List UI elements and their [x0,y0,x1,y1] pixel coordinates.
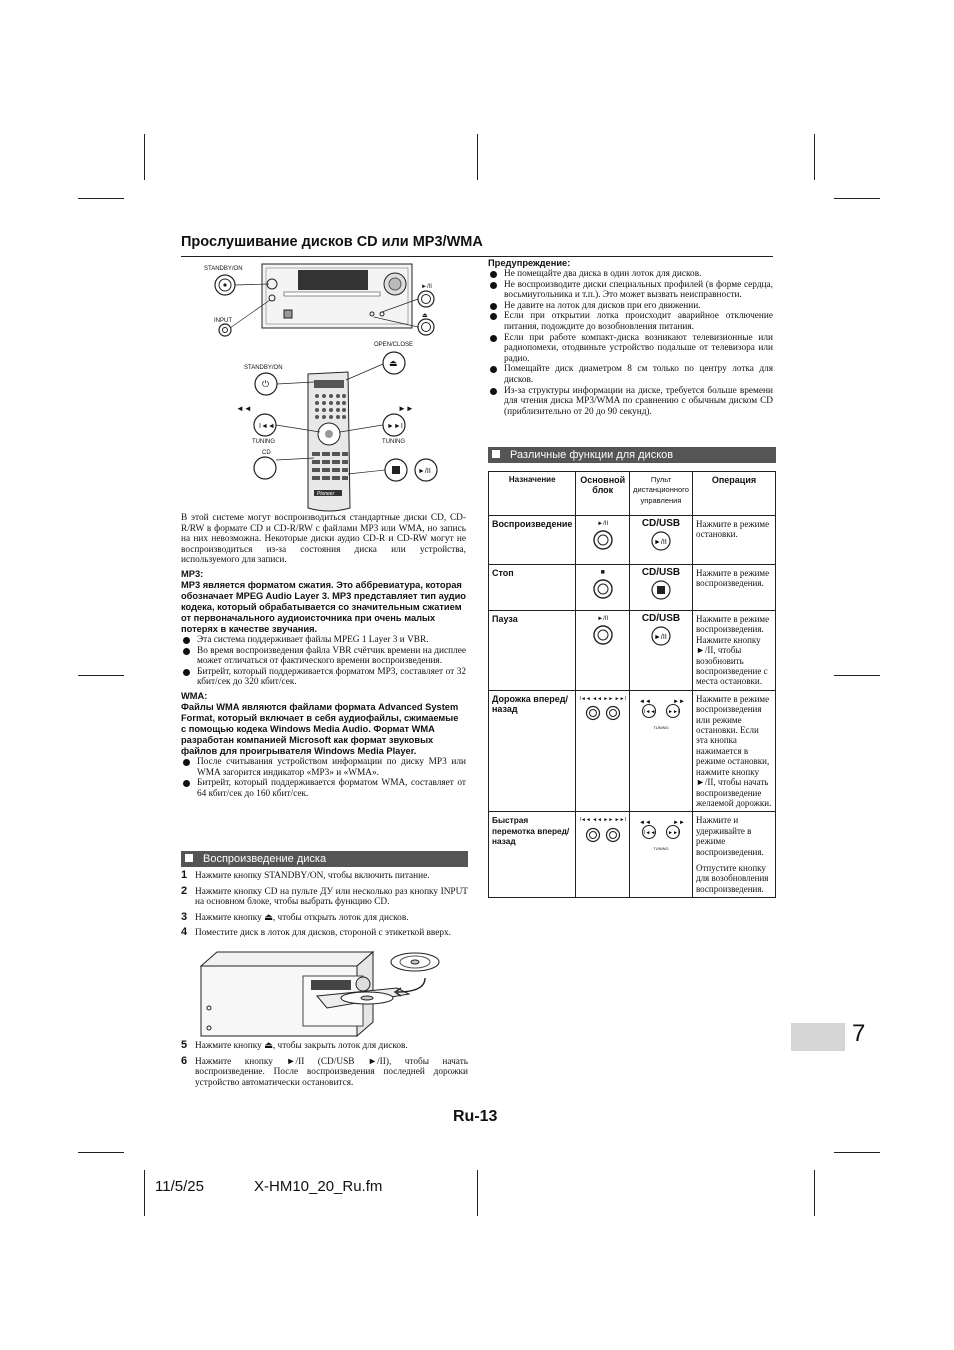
function-name: Быстрая перемотка вперед/ назад [489,812,576,898]
intro-text: В этой системе могут воспроизводиться стандартные диски CD, CD-R/RW в формате CD и CD-R/RW с файлами MP3 или WMA, но запись на них невозможна. Некоторые диски аудио CD-R и CD-RW могут не воспроизводиться из-за состояния диска или устройства, используемого для записи. [181,513,466,566]
chapter-number: 7 [852,1020,866,1047]
play-pause-button-icon [583,624,623,646]
svg-text:I◄◄: I◄◄ [643,830,656,837]
table-row [489,611,776,691]
svg-text:►►: ►► [672,820,685,827]
list-item: Из-за структуры информации на диске, требуется больше времени для чтения диска MP3/WMA по сравнению с обычным диском CD (приблизительно от 20 до 90 секунд). [488,386,773,418]
step-number: 2 [181,884,188,897]
play-pause-remote-icon [636,626,686,646]
svg-text:►/II: ►/II [418,468,431,475]
brand-logo: Pioneer [317,491,335,497]
svg-text:⏏: ⏏ [422,313,428,319]
remote-label: CD/USB [641,518,681,529]
wma-heading: WMA: [181,690,208,701]
main-unit-cell [576,812,630,898]
svg-text:►►I: ►►I [387,423,403,430]
disc-insert-figure [197,948,443,1040]
svg-text:►►I: ►►I [667,708,680,715]
crop-mark [78,1152,124,1153]
caution-block [488,258,773,417]
column-header: Пульт дистанционного управления [629,472,692,516]
svg-text:►►: ►► [398,404,414,413]
crop-mark [814,1170,815,1216]
list-item: Не помещайте два диска в один лоток для дисков. [488,269,773,280]
remote-label: CD/USB [641,567,681,578]
main-unit-cell [576,565,630,611]
chapter-tab [791,1023,845,1051]
remote-cell [629,690,692,811]
remote-cell [629,611,692,691]
main-unit-cell [576,611,630,691]
crop-mark [834,675,880,676]
square-icon [185,854,193,862]
skip-buttons-icon [581,704,625,722]
step-text: Поместите диск в лоток для дисков, стороной с этикеткой вверх. [195,928,451,939]
mp3-description: MP3 является форматом сжатия. Это аббревиатура, которая обозначает MPEG Audio Layer 3. MP3 представляет тип аудио кодека, который обрабатывается со значительным сжатием от первоначального аудиоисточника при очень малых потерях в качестве звучания. [181,579,466,634]
list-item: Во время воспроизведения файла VBR счётчик времени на дисплее может отличаться от фактического времени воспроизведения. [181,646,466,667]
skip-buttons-icon [581,826,625,844]
list-item: После считывания устройством информации по диску MP3 или WMA загорится индикатор «MP3» и «WMA». [181,757,466,778]
main-label: ►/II [597,616,609,622]
caution-heading: Предупреждение: [488,258,571,268]
operation: Нажмите и удерживайте в режиме воспроизведения. [695,815,764,857]
svg-text:►/II: ►/II [421,284,432,290]
wma-description: Файлы WMA являются файлами формата Advanced System Format, который включает в себя аудиофайлы, сжимаемые с помощью кодека Windows Media Audio. Формат WMA разработан компанией Microsoft как формат звуковых файлов для проигрывателя Windows Media Player. [181,701,459,756]
svg-text:⏻: ⏻ [262,379,270,389]
column-header: Назначение [489,472,576,516]
list-item: Битрейт, который поддерживается форматом WMA, составляет от 64 кбит/сек до 160 кбит/сек. [181,778,466,799]
tuning-remote-icon [635,817,687,847]
play-pause-button-icon [583,529,623,551]
svg-text:◄◄: ◄◄ [236,404,252,413]
function-name: Пауза [489,611,576,691]
table-row [489,565,776,611]
crop-mark [477,134,478,180]
crop-mark [834,1152,880,1153]
functions-heading: Различные функции для дисков [510,449,674,461]
step-text: Нажмите кнопку STANDBY/ON, чтобы включить питание. [195,871,430,881]
list-item: Если при открытии лотка происходит аварийное отключение питания, подождите до возобновления питания. [488,311,773,332]
step-number: 6 [181,1054,188,1067]
list-item: Не давите на лоток для дисков при его движении. [488,301,773,312]
remote-standby-label: STANDBY/ON [244,365,283,371]
tuning-right-label: TUNING [382,439,405,445]
playback-steps-b [181,1041,468,1093]
tuning-remote-icon [635,696,687,726]
title-rule [181,256,773,257]
footer-filename: X-HM10_20_Ru.fm [254,1178,383,1195]
operation: Нажмите в режиме воспроизведения. Нажмите кнопку ►/II, чтобы возобновить воспроизведение с места остановки. [692,611,775,691]
svg-text:⏏: ⏏ [389,358,398,368]
list-item [181,871,468,882]
main-label: ■ [600,569,605,576]
svg-text:►/II: ►/II [653,634,667,642]
crop-mark [477,1170,478,1216]
svg-text:►/II: ►/II [653,539,667,547]
main-unit-cell [576,690,630,811]
step-number: 5 [181,1039,188,1051]
table-row [489,812,776,898]
function-name: Стоп [489,565,576,611]
page-number: Ru-13 [453,1108,498,1125]
crop-mark [814,134,815,180]
svg-text:►►I: ►►I [667,830,680,837]
play-pause-remote-icon [636,531,686,551]
functions-table [488,471,776,898]
step-text: Нажмите кнопку ►/II (CD/USB ►/II), чтобы начать воспроизведение. После воспроизведения последней дорожки устройство автоматически остановится. [195,1056,468,1088]
functions-section-bar [488,447,776,463]
playback-section-bar [181,851,468,867]
svg-text:I◄◄: I◄◄ [643,708,656,715]
remote-cell [629,565,692,611]
step-text: Нажмите кнопку CD на пульте ДУ или несколько раз кнопку INPUT на основном блоке, чтобы выбрать функцию CD. [195,886,468,908]
remote-label: TUNING [653,724,669,730]
remote-cell [629,812,692,898]
wma-bullets [181,757,466,799]
table-row [489,516,776,565]
step-number: 4 [181,926,188,939]
svg-text:►►: ►► [672,698,685,705]
list-item: Битрейт, который поддерживается форматом MP3, составляет от 32 кбит/сек до 320 кбит/сек. [181,667,466,688]
operation: Нажмите в режиме воспроизведения или режиме остановки. Если эта кнопка нажимается в режиме остановки, нажмите кнопку ►/II, чтобы начать воспроизведение желаемой дорожки. [692,690,775,811]
list-item [181,884,468,908]
function-name: Воспроизведение [489,516,576,565]
stop-remote-icon [636,580,686,600]
table-header-row [489,472,776,516]
operation-note: Отпустите кнопку для возобновления воспроизведения. [695,862,769,894]
svg-text:I◄◄: I◄◄ [259,423,275,430]
table-row [489,690,776,811]
tuning-left-label: TUNING [252,439,275,445]
column-header: Основной блок [576,472,630,516]
column-header: Операция [692,472,775,516]
main-label: I◄◄ ◄◄ ►► ►►I [579,695,626,702]
crop-mark [78,675,124,676]
stop-button-icon [583,578,623,600]
mp3-heading: MP3: [181,568,204,579]
list-item [181,928,468,939]
remote-cell [629,516,692,565]
device-remote-figure [196,262,440,514]
remote-label: TUNING [653,846,669,852]
open-close-label: OPEN/CLOSE [374,342,414,348]
standby-on-label: STANDBY/ON [204,266,243,272]
remote-label: CD/USB [641,613,681,624]
list-item: Эта система поддерживает файлы MPEG 1 Layer 3 и VBR. [181,635,466,646]
step-text: Нажмите кнопку ⏏, чтобы открыть лоток для дисков. [195,912,409,923]
main-label: ►/II [597,521,609,527]
crop-mark [144,134,145,180]
list-item [181,1054,468,1089]
square-icon [492,450,500,458]
list-item: Помещайте диск диаметром 8 см только по центру лотка для дисков. [488,364,773,385]
cd-label: CD [262,450,271,456]
crop-mark [144,1170,145,1216]
step-number: 1 [181,869,188,881]
svg-text:◄◄: ◄◄ [638,698,651,705]
list-item: Не воспроизводите диски специальных профилей (в форме сердца, восьмиугольника и т.п.). Это может вызвать неисправности. [488,280,773,301]
page-title: Прослушивание дисков CD или MP3/WMA [181,234,483,250]
footer-date: 11/5/25 [155,1178,204,1195]
playback-steps-a [181,871,468,944]
crop-mark [78,198,124,199]
function-name: Дорожка вперед/ назад [489,690,576,811]
svg-text:◄◄: ◄◄ [638,820,651,827]
playback-heading: Воспроизведение диска [203,853,327,865]
main-unit-cell [576,516,630,565]
operation: Нажмите в режиме воспроизведения. [692,565,775,611]
main-label: I◄◄ ◄◄ ►► ►►I [579,817,626,824]
mp3-bullets [181,635,466,688]
crop-mark [834,198,880,199]
step-number: 3 [181,910,188,923]
left-column [181,513,466,799]
list-item [181,1041,468,1052]
list-item: Если при работе компакт-диска возникают телевизионные или радиопомехи, отодвиньте устройство подальше от телевизора или радио. [488,333,773,365]
operation: Нажмите в режиме остановки. [692,516,775,565]
operation-cell [692,812,775,898]
step-text: Нажмите кнопку ⏏, чтобы закрыть лоток для дисков. [195,1041,408,1051]
list-item [181,910,468,924]
input-label: INPUT [214,318,232,324]
